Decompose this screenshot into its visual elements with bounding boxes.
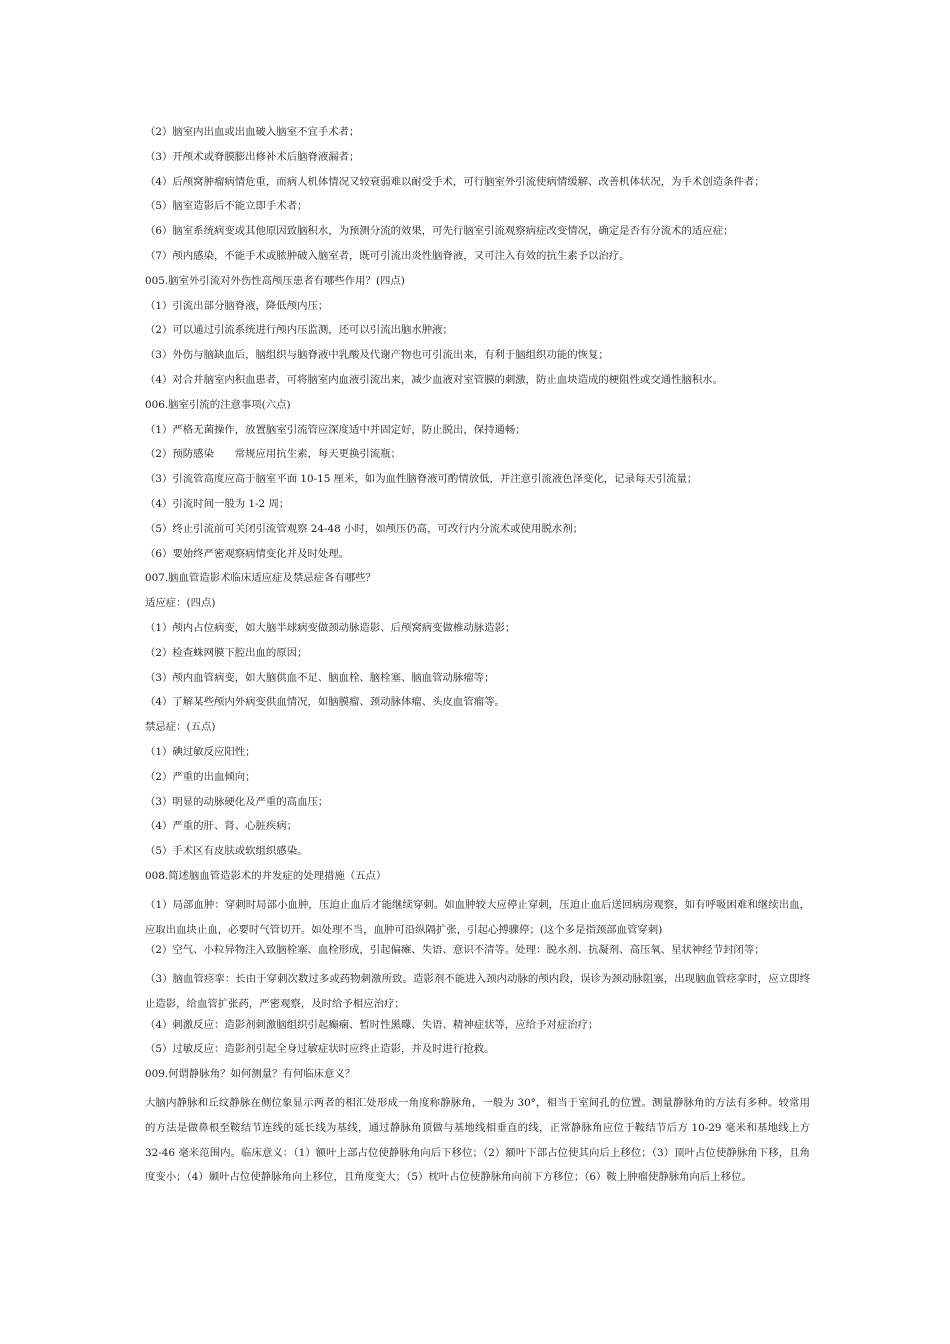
- text-line: （1）碘过敏反应阳性；: [145, 745, 256, 758]
- text-line: （5）脑室造影后不能立即手术者；: [145, 200, 308, 213]
- text-line: （3）明显的动脉硬化及严重的高血压；: [145, 795, 329, 808]
- paragraph-hematoma: （1）局部血肿：穿刺时局部小血肿，压迫止血后才能继续穿刺。如血肿较大应停止穿刺，压迫止血后送回病房观察，如有呼吸困难和继续出血，应取出血块止血，必要时气管切开。如处理不当，血肿可沿纵隔扩张，引起心搏骤停；(这个多是指颈部血管穿刺): [145, 898, 810, 936]
- subheading-indications: 适应症：(四点): [145, 597, 216, 610]
- paragraph-vasospasm: （3）脑血管痉挛：长由于穿刺次数过多或药物刺激所致。造影剂不能进入颈内动脉的颅内段，误诊为颈动脉阻塞，出现脑血管痉挛时，应立即终止造影，给血管扩张药，严密观察，及时给予相应治疗；: [145, 973, 810, 1010]
- section-heading-006: 006.脑室引流的注意事项(六点): [145, 398, 291, 411]
- text-line: （2）检查蛛网膜下腔出血的原因；: [145, 646, 308, 659]
- subheading-contraindications: 禁忌症：(五点): [145, 721, 216, 734]
- text-line: （4）对合并脑室内积血患者，可将脑室内血液引流出来，减少血液对室管膜的刺激，防止血块造成的梗阻性或交通性脑积水。: [145, 373, 724, 386]
- text-line: （4）严重的肝、肾、心脏疾病；: [145, 820, 298, 833]
- text-line: （6）脑室系统病变或其他原因致脑积水，为预测分流的效果，可先行脑室引流观察病症改变情况，确定是否有分流术的适应症；: [145, 225, 734, 238]
- text-line: （4）后颅窝肿瘤病情危重，而病人机体情况又较衰弱难以耐受手术，可行脑室外引流使病情缓解、改善机体状况，为手术创造条件者；: [145, 175, 765, 188]
- section-heading-007: 007.脑血管造影术临床适应症及禁忌症各有哪些？: [145, 572, 376, 585]
- text-line: （3）颅内血管病变，如大脑供血不足、脑血栓、脑栓塞、脑血管动脉瘤等；: [145, 671, 495, 684]
- text-line: （5）过敏反应：造影剂引起全身过敏症状时应终止造影，并及时进行抢救。: [145, 1043, 495, 1056]
- text-line: （5）终止引流前可关闭引流管观察 24-48 小时，如颅压仍高，可改行内分流术或使用脱水剂；: [145, 522, 584, 535]
- text-line: （3）开颅术或脊膜膨出修补术后脑脊液漏者；: [145, 150, 360, 163]
- text-line: （4）引流时间一般为 1-2 周；: [145, 497, 290, 510]
- document-page: [145, 124, 810, 1190]
- section-heading-005: 005.脑室外引流对外伤性高颅压患者有哪些作用？(四点): [145, 274, 405, 287]
- text-line: （4）了解某些颅内外病变供血情况，如脑膜瘤、颈动脉体瘤、头皮血管瘤等。: [145, 696, 505, 709]
- section-heading-009: 009.何谓静脉角？如何测量？有何临床意义？: [145, 1068, 356, 1081]
- text-line: （7）颅内感染，不能手术或脓肿破入脑室者，既可引流出炎性脑脊液，又可注入有效的抗生素予以治疗。: [145, 249, 630, 262]
- text-line: （3）外伤与脑缺血后，脑组织与脑脊液中乳酸及代谢产物也可引流出来，有利于脑组织功能的恢复；: [145, 349, 609, 362]
- text-line: （6）要始终严密观察病情变化并及时处理。: [145, 547, 350, 560]
- text-line: （5）手术区有皮肤或软组织感染。: [145, 845, 308, 858]
- text-line: （2）严重的出血倾向；: [145, 770, 256, 783]
- paragraph-venous-angle: 大脑内静脉和丘纹静脉在侧位象显示两者的相汇处形成一角度称静脉角，一般为 30°，相当于室间孔的位置。测量静脉角的方法有多种。较常用的方法是做鼻根至鞍结节连线的延长线为基线，通过静脉角顶做与基地线相垂直的线，正常静脉角应位于鞍结节后方 10-29 毫米和基地线上方 32-46 毫米范围内。临床意义：（1）额叶上部占位使静脉角向后下移位；（2）额叶下部占位使其向后上移位；（3）顶叶占位使静脉角下移，且角度变小；（4）颞叶占位使静脉角向上移位，且角度变大；（5）枕叶占位使静脉角向前下方移位；（6）鞍上肿瘤使静脉角向后上移位。: [145, 1097, 810, 1184]
- text-line: （2）脑室内出血或出血破入脑室不宜手术者；: [145, 126, 360, 138]
- text-line: （1）严格无菌操作，放置脑室引流管应深度适中并固定好，防止脱出，保持通畅；: [145, 423, 526, 436]
- text-line: （2）可以通过引流系统进行颅内压监测，还可以引流出脑水肿液；: [145, 324, 453, 337]
- text-line: （3）引流管高度应高于脑室平面 10-15 厘米，如为血性脑脊液可酌情放低，并注意引流液色泽变化，记录每天引流量；: [145, 473, 698, 486]
- text-line: （2）空气、小粒异物注入致脑栓塞、血栓形成，引起偏瘫、失语、意识不清等。处理：脱水剂、抗凝剂、高压氧、星状神经节封闭等；: [145, 944, 765, 957]
- text-line: （1）引流出部分脑脊液，降低颅内压；: [145, 299, 329, 312]
- text-line: （4）刺激反应：造影剂刺激脑组织引起癫痫、暂时性黑矇、失语、精神症状等，应给予对症治疗；: [145, 1018, 599, 1031]
- section-heading-008: 008.简述脑血管造影术的并发症的处理措施（五点）: [145, 869, 387, 882]
- text-line: （2）预防感染 常规应用抗生素，每天更换引流瓶；: [145, 448, 401, 461]
- text-line: （1）颅内占位病变，如大脑半球病变做颈动脉造影、后颅窝病变做椎动脉造影；: [145, 621, 516, 634]
